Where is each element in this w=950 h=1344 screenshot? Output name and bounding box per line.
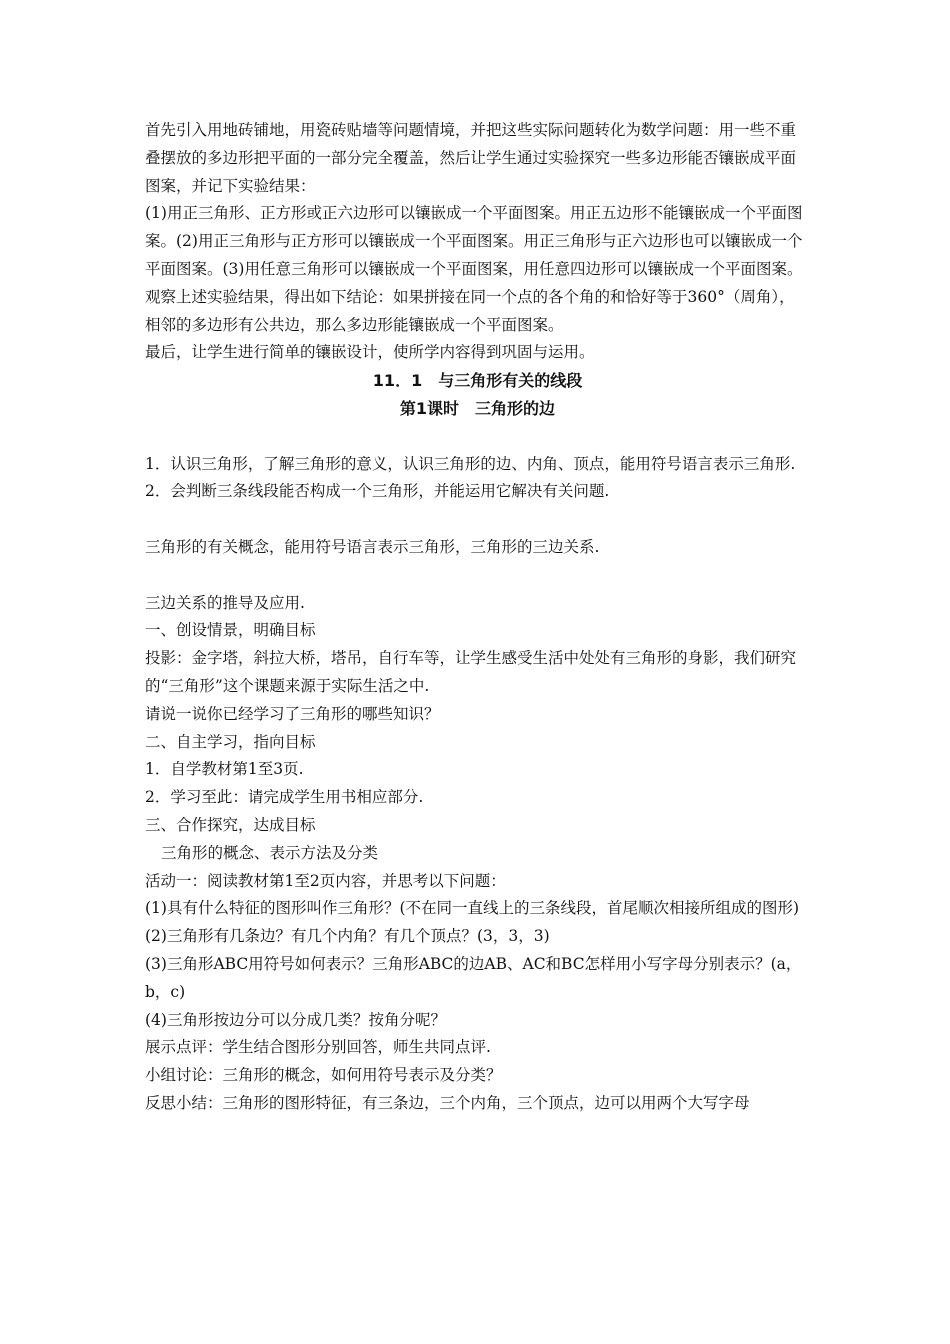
conclusion-paragraph: 观察上述实验结果，得出如下结论：如果拼接在同一个点的各个角的和恰好等于360°（周角），相邻的多边形有公共边，那么多边形能镶嵌成一个平面图案。 (145, 287, 795, 334)
activity-line: 活动一：阅读教材第1至2页内容，并思考以下问题： (145, 871, 506, 890)
body-paragraph: 1．自学教材第1至3页. (145, 760, 304, 779)
subtopic-title: 三角形的概念、表示方法及分类 (161, 843, 379, 862)
lesson-title: 第1课时 三角形的边 (399, 398, 556, 418)
activity-line: 反思小结：三角形的图形特征，有三条边，三个内角，三个顶点，边可以用两个大写字母 (145, 1093, 750, 1112)
experiment-results: (1)用正三角形、正方形或正六边形可以镶嵌成一个平面图案。用正五边形不能镶嵌成一个平面图案。(2)用正三角形与正方形可以镶嵌成一个平面图案。用正三角形与正六边形也可以镶嵌成一个平面图案。(3)用任意三角形可以镶嵌成一个平面图案，用任意四边形可以镶嵌成一个平面图案。 (145, 204, 803, 278)
document-page (145, 117, 810, 1118)
objective-item: 1．认识三角形，了解三角形的意义，认识三角形的边、内角、顶点，能用符号语言表示三角形. (145, 454, 796, 473)
step-heading: 一、创设情景，明确目标 (145, 621, 316, 640)
body-paragraph: 投影：金字塔，斜拉大桥，塔吊，自行车等，让学生感受生活中处处有三角形的身影，我们研究的“三角形”这个课题来源于实际生活之中. (145, 649, 797, 695)
activity-line: 展示点评：学生结合图形分别回答，师生共同点评. (145, 1038, 491, 1057)
body-paragraph: 2．学习至此：请完成学生用书相应部分. (145, 788, 424, 807)
step-heading: 三、合作探究，达成目标 (145, 815, 316, 834)
activity-question: (3)三角形ABC用符号如何表示？三角形ABC的边AB、AC和BC怎样用小写字母分别表示？(a，b，c) (145, 954, 802, 1001)
section-title: 11．1 与三角形有关的线段 (372, 371, 583, 391)
objective-item: 2．会判断三条线段能否构成一个三角形，并能运用它解决有关问题. (145, 482, 610, 501)
intro-paragraph: 首先引入用地砖铺地，用瓷砖贴墙等问题情境，并把这些实际问题转化为数学问题：用一些不重叠摆放的多边形把平面的一部分完全覆盖，然后让学生通过实验探究一些多边形能否镶嵌成平面图案，并记下实验结果： (145, 121, 797, 195)
spacer (145, 506, 810, 534)
spacer (145, 562, 810, 590)
difficulty: 三边关系的推导及应用. (145, 593, 305, 612)
spacer (145, 423, 810, 451)
body-paragraph: 请说一说你已经学习了三角形的哪些知识？ (145, 704, 440, 723)
key-points: 三角形的有关概念，能用符号语言表示三角形，三角形的三边关系. (145, 537, 600, 556)
activity-question: (1)具有什么特征的图形叫作三角形？(不在同一直线上的三条线段，首尾顺次相接所组成的图形) (145, 899, 800, 918)
activity-question: (4)三角形按边分可以分成几类？按角分呢？ (145, 1010, 446, 1029)
activity-question: (2)三角形有几条边？有几个内角？有几个顶点？(3，3，3) (145, 927, 550, 946)
step-heading: 二、自主学习，指向目标 (145, 732, 316, 751)
closing-paragraph: 最后，让学生进行简单的镶嵌设计，使所学内容得到巩固与运用。 (145, 343, 595, 362)
activity-line: 小组讨论：三角形的概念，如何用符号表示及分类？ (145, 1066, 502, 1085)
